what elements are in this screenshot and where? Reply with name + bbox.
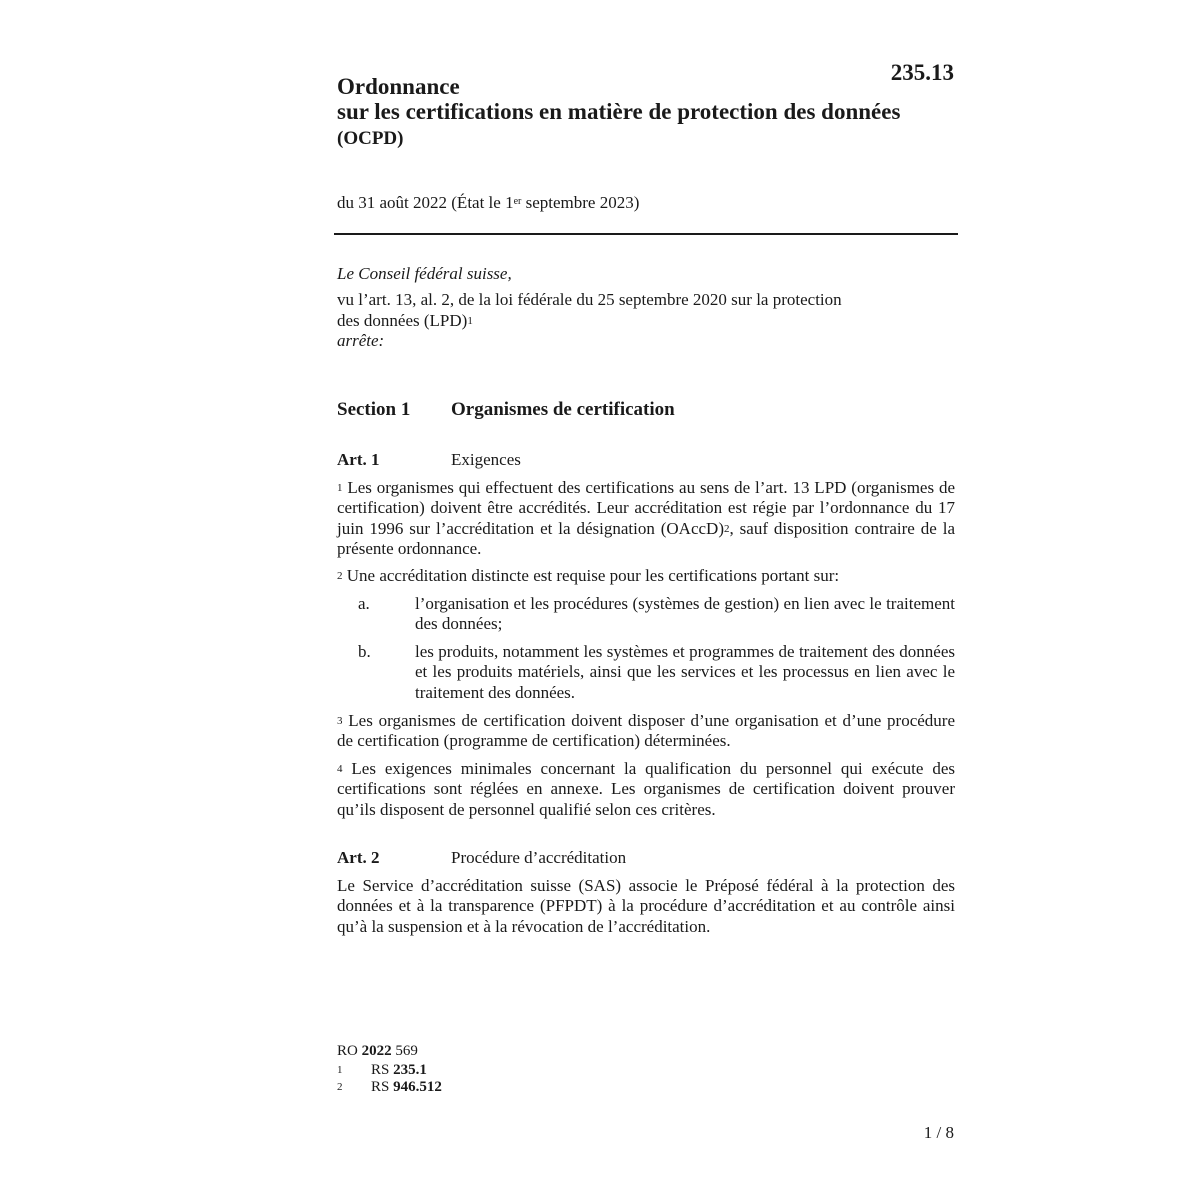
ro-year: 2022 [361,1043,392,1059]
title-line2: sur les certifications en matière de protection des données [337,99,901,124]
footnote-prefix: RS [371,1079,394,1095]
footnote-1 [337,1062,427,1079]
title-line1: Ordonnance [337,74,460,99]
document-date [337,193,639,213]
article-2-label: Art. 2 [337,848,380,867]
article-2-paragraph: Le Service d’accréditation suisse (SAS) associe le Préposé fédéral à la protection des données et à la transparence (PFPDT) à la procédure d’accréditation et au contrôle ainsi qu’à la suspension et à la révocation de l’accréditation. [337,876,955,936]
article-1-paragraph-3 [337,711,955,752]
article-2-title: Procédure d’accréditation [451,848,627,867]
article-1-paragraph-1 [337,478,955,559]
list-item-a [358,594,955,636]
paragraph-number: 4 [337,763,343,775]
ro-page: 569 [391,1043,418,1059]
list-text: les produits, notamment les systèmes et programmes de traitement des données et les produits matériels, ainsi que les services et les processus en lien avec le traitement des données. [415,642,955,702]
paragraph-text: Les organismes de certification doivent disposer d’une organisation et d’une procédure de certification (programme de certification) déterminées. [337,711,955,751]
footnote-ref-2[interactable]: 2 [723,522,730,535]
page-number: 1 / 8 [923,1123,954,1142]
paragraph-number: 2 [337,570,343,582]
paragraph-text-cont: , sauf disposition contraire de la présente ordonnance. [337,518,955,558]
paragraph-number: 3 [337,715,343,727]
footnote-ref-1[interactable]: 1 [467,314,473,327]
ro-reference [337,1043,418,1060]
paragraph-number: 1 [337,482,343,494]
paragraph-text: Les organismes qui effectuent des certifications au sens de l’art. 13 LPD (organismes de certification) doivent être accrédités. Leur accréditation est régie par l’ordonnance du 17 juin 1996 sur l’accréditation et la désignation (OAccD) [337,478,955,538]
article-1-paragraph-2 [337,566,955,586]
paragraph-text: Une accréditation distincte est requise pour les certifications portant sur: [342,566,840,585]
footnote-prefix: RS [371,1062,394,1078]
preamble-basis-line1: vu l’art. 13, al. 2, de la loi fédérale du 25 septembre 2020 sur la protection [337,290,842,310]
article-2-heading [337,848,626,868]
list-text: l’organisation et les procédures (systèmes de gestion) en lien avec le traitement des données; [415,594,955,634]
preamble-basis-line2 [337,311,957,331]
article-1-label: Art. 1 [337,450,380,469]
date-suffix: septembre 2023) [521,193,640,212]
title-divider [334,233,958,235]
list-marker: b. [358,642,371,661]
preamble [337,264,957,351]
list-marker: a. [358,594,370,613]
section-title: Organismes de certification [451,399,675,420]
footnote-2 [337,1079,442,1096]
footnote-ref-link[interactable]: 946.512 [393,1079,442,1095]
footnote-ref-link[interactable]: 235.1 [393,1062,427,1078]
footnote-number: 2 [337,1081,343,1093]
sr-number: 235.13 [890,60,954,85]
date-sup: er [513,196,522,207]
paragraph-text: Les exigences minimales concernant la qualification du personnel qui exécute des certifications sont réglées en annexe. Les organismes de certification doivent prouver qu’ils disposent de personnel qualifié selon ces critères. [337,759,955,819]
article-1-title: Exigences [451,450,521,469]
footnote-number: 1 [337,1064,343,1076]
section-heading [337,399,675,421]
preamble-authority: Le Conseil fédéral suisse, [337,264,512,283]
article-1-heading [337,450,521,470]
preamble-decrees: arrête: [337,330,385,350]
section-label: Section 1 [337,399,411,420]
ro-prefix: RO [337,1043,362,1059]
title-abbr: (OCPD) [337,128,404,149]
article-1-paragraph-4 [337,759,955,820]
list-item-b [358,642,955,704]
document-title [337,74,977,150]
preamble-basis-text: des données (LPD) [337,310,468,330]
date-prefix: du 31 août 2022 (État le 1 [337,193,514,212]
